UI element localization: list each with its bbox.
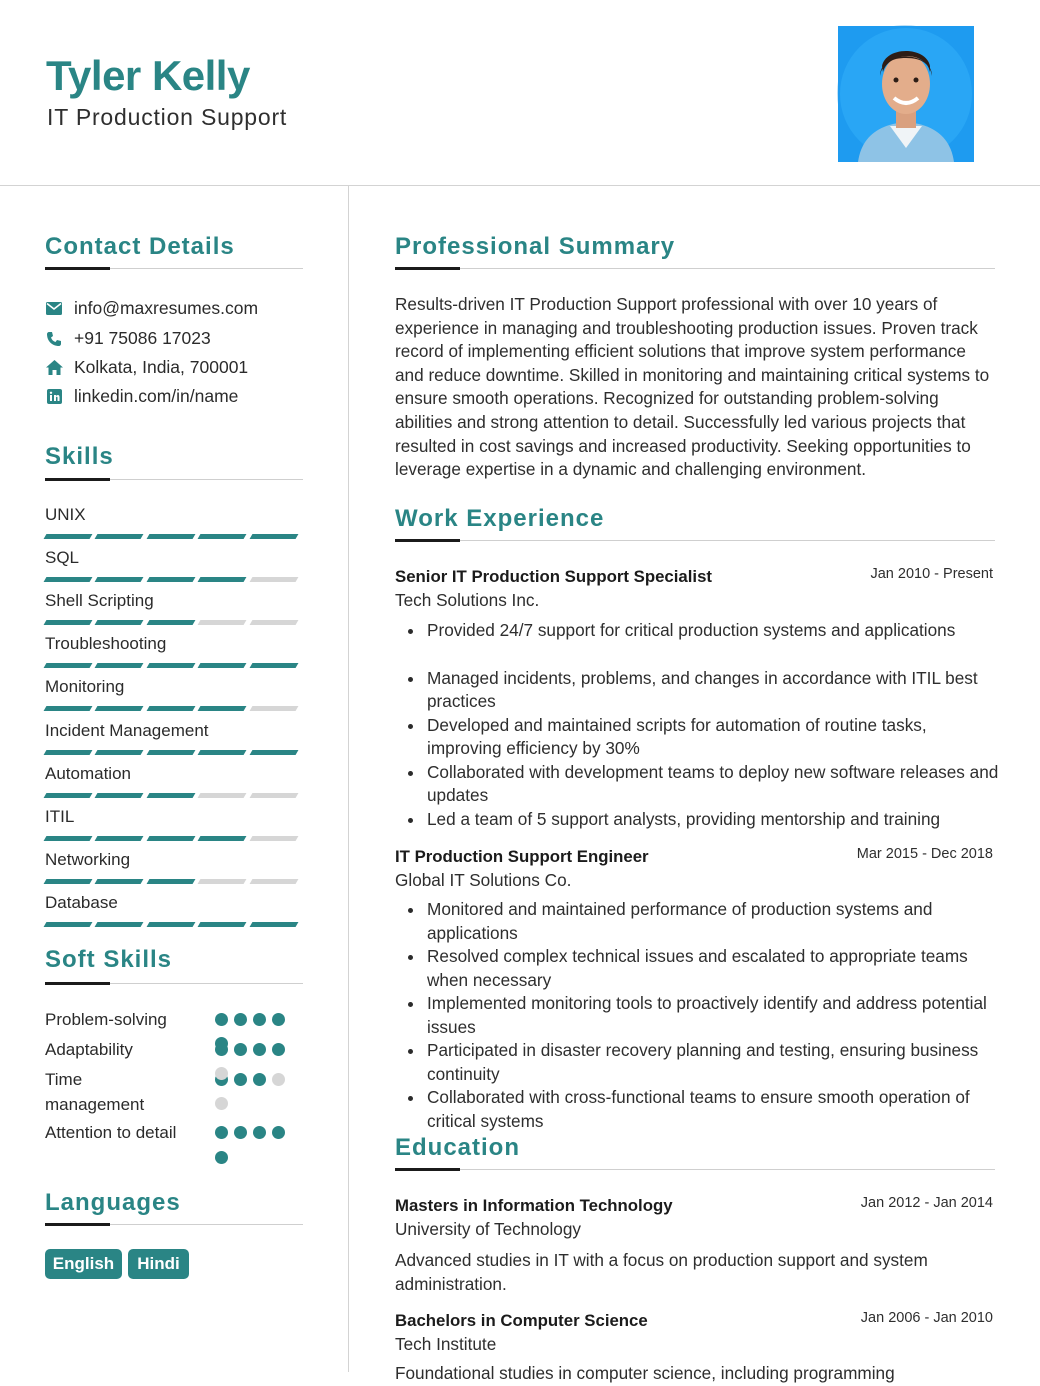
- contact-email-text: info@maxresumes.com: [74, 298, 259, 318]
- skill-level-segment: [95, 793, 144, 798]
- contact-phone[interactable]: [45, 328, 211, 349]
- languages-section-rule: [45, 1224, 303, 1225]
- skill-level-segment: [44, 879, 93, 884]
- contact-linkedin[interactable]: [45, 386, 238, 407]
- skill-level-segment: [146, 663, 195, 668]
- skill-level-segment: [95, 706, 144, 711]
- rating-dot: [253, 1013, 266, 1026]
- skill-level-segment: [198, 706, 247, 711]
- skill-level-segment: [249, 706, 298, 711]
- rating-dot: [253, 1126, 266, 1139]
- skill-level-segment: [146, 750, 195, 755]
- skill-level-segment: [198, 663, 247, 668]
- edu-school: University of Technology: [395, 1219, 581, 1239]
- skill-level-segment: [198, 750, 247, 755]
- skill-level-segment: [95, 879, 144, 884]
- skill-level-segment: [95, 577, 144, 582]
- skill-level-segment: [44, 750, 93, 755]
- skill-level-bar: [45, 879, 302, 884]
- phone-icon: [45, 330, 63, 348]
- rating-dot: [272, 1013, 285, 1026]
- skill-level-segment: [146, 879, 195, 884]
- skill-label: Monitoring: [45, 677, 125, 697]
- skill-level-segment: [146, 620, 195, 625]
- job-bullet: Provided 24/7 support for critical production systems and applications: [427, 619, 999, 643]
- job-bullet: Implemented monitoring tools to proactively identify and address potential issues: [427, 992, 999, 1039]
- skill-level-segment: [249, 663, 298, 668]
- skill-level-bar: [45, 922, 302, 927]
- rating-dot: [253, 1073, 266, 1086]
- soft-skills-section-title: Soft Skills: [45, 946, 173, 973]
- rating-dot: [215, 1067, 228, 1080]
- contact-section-rule: [45, 268, 303, 269]
- skill-label: Database: [45, 892, 118, 912]
- job-title: Senior IT Production Support Specialist: [395, 567, 713, 586]
- skill-level-segment: [44, 577, 93, 582]
- column-divider: [348, 186, 349, 1372]
- skill-level-segment: [95, 663, 144, 668]
- soft-skill-label-text: Attention to detail: [45, 1123, 177, 1142]
- skill-label: Automation: [45, 763, 131, 783]
- skill-level-segment: [146, 577, 195, 582]
- job-bullets: [427, 898, 999, 1133]
- skill-level-segment: [95, 750, 144, 755]
- skill-level-segment: [198, 620, 247, 625]
- candidate-name: Tyler Kelly: [46, 52, 250, 99]
- rating-dot: [272, 1043, 285, 1056]
- skill-level-segment: [95, 836, 144, 841]
- experience-section-title: Work Experience: [395, 505, 605, 532]
- rating-dot: [215, 1126, 228, 1139]
- soft-skill-label: [45, 1067, 185, 1117]
- skill-label: Networking: [45, 849, 131, 869]
- skill-level-bar: [45, 836, 302, 841]
- skill-level-segment: [44, 620, 93, 625]
- rating-dot: [215, 1097, 228, 1110]
- contact-section-title: Contact Details: [45, 233, 235, 260]
- summary-section-rule: [395, 268, 995, 269]
- skill-level-bar: [45, 620, 302, 625]
- skill-level-segment: [249, 793, 298, 798]
- job-bullet: Managed incidents, problems, and changes in accordance with ITIL best practices: [427, 667, 999, 714]
- skill-level-segment: [44, 663, 93, 668]
- experience-section-rule: [395, 540, 995, 541]
- skill-level-segment: [95, 620, 144, 625]
- soft-skill-label: Problem-solving: [45, 1010, 167, 1029]
- skill-label: Troubleshooting: [45, 634, 167, 654]
- skill-level-segment: [146, 836, 195, 841]
- summary-text: Results-driven IT Production Support professional with over 10 years of experience in managing and troubleshooting production issues. Proven track record of implementing efficient solutions that improve system performance and reduce downtime. Skilled in monitoring and maintaining critical systems to ensure smooth operations. Recognized for outstanding problem-solving abilities and strong attention to detail. Successfully led various projects that resulted in cost savings and increased productivity. Seeking opportunities to leverage expertise in a dynamic and challenging environment.: [395, 294, 990, 480]
- contact-email[interactable]: [45, 298, 258, 319]
- skill-label: SQL: [45, 548, 80, 568]
- skill-level-segment: [44, 534, 93, 539]
- edu-degree: Masters in Information Technology: [395, 1196, 673, 1215]
- skill-level-segment: [44, 706, 93, 711]
- job-bullet: Monitored and maintained performance of production systems and applications: [427, 898, 999, 945]
- soft-skill-label-text: Time management: [45, 1070, 145, 1114]
- skill-level-bar: [45, 750, 302, 755]
- skill-level-bar: [45, 663, 302, 668]
- skill-label: Incident Management: [45, 720, 209, 740]
- person-portrait-icon: [838, 26, 974, 162]
- rating-dot: [253, 1043, 266, 1056]
- linkedin-icon: [45, 388, 63, 406]
- skill-level-segment: [198, 836, 247, 841]
- skill-level-segment: [44, 922, 93, 927]
- skill-label: Shell Scripting: [45, 591, 154, 611]
- skill-level-segment: [249, 922, 298, 927]
- job-bullet: Collaborated with development teams to deploy new software releases and updates: [427, 761, 999, 808]
- skill-level-segment: [44, 793, 93, 798]
- skills-section-title: Skills: [45, 443, 114, 470]
- edu-description: Advanced studies in IT with a focus on production support and system administration.: [395, 1250, 928, 1294]
- education-section-title: Education: [395, 1134, 521, 1161]
- job-bullet: Collaborated with cross-functional teams to ensure smooth operation of critical systems: [427, 1086, 999, 1133]
- skill-level-bar: [45, 577, 302, 582]
- job-bullet: Resolved complex technical issues and escalated to appropriate teams when necessary: [427, 945, 999, 992]
- rating-dot: [215, 1151, 228, 1164]
- language-badge: Hindi: [128, 1249, 189, 1279]
- skill-level-segment: [198, 534, 247, 539]
- skill-level-segment: [249, 750, 298, 755]
- rating-dot: [215, 1037, 228, 1050]
- job-bullet: Participated in disaster recovery planning and testing, ensuring business continuity: [427, 1039, 999, 1086]
- skill-level-bar: [45, 706, 302, 711]
- rating-dot: [272, 1126, 285, 1139]
- rating-dot: [234, 1013, 247, 1026]
- contact-location-text: Kolkata, India, 700001: [74, 357, 249, 377]
- job-title: IT Production Support Engineer: [395, 847, 649, 866]
- language-badge: English: [45, 1249, 122, 1279]
- skills-section-rule: [45, 479, 303, 480]
- job-company: Tech Solutions Inc.: [395, 590, 540, 610]
- skill-level-segment: [249, 879, 298, 884]
- skill-level-segment: [146, 922, 195, 927]
- soft-skill-label: [45, 1120, 185, 1145]
- edu-date: Jan 2006 - Jan 2010: [860, 1310, 993, 1326]
- soft-skill-label: Adaptability: [45, 1040, 133, 1059]
- skill-level-segment: [146, 706, 195, 711]
- skill-level-segment: [249, 534, 298, 539]
- edu-school: Tech Institute: [395, 1334, 497, 1354]
- profile-photo: [837, 25, 973, 161]
- job-bullet: Developed and maintained scripts for automation of routine tasks, improving efficiency by 30%: [427, 714, 999, 761]
- skill-level-segment: [249, 577, 298, 582]
- job-company: Global IT Solutions Co.: [395, 870, 572, 890]
- edu-degree: Bachelors in Computer Science: [395, 1311, 648, 1330]
- skill-level-bar: [45, 534, 302, 539]
- job-bullets: [427, 619, 999, 831]
- home-icon: [45, 359, 63, 377]
- soft-skills-section-rule: [45, 983, 303, 984]
- summary-section-title: Professional Summary: [395, 233, 676, 260]
- rating-dot: [234, 1073, 247, 1086]
- contact-location: [45, 357, 248, 378]
- skill-level-segment: [198, 793, 247, 798]
- skill-level-segment: [249, 836, 298, 841]
- skill-label: UNIX: [45, 505, 86, 524]
- job-date: Mar 2015 - Dec 2018: [856, 846, 993, 862]
- rating-dot: [272, 1073, 285, 1086]
- skill-level-segment: [95, 922, 144, 927]
- contact-linkedin-text: linkedin.com/in/name: [74, 386, 239, 406]
- rating-dot: [234, 1126, 247, 1139]
- contact-phone-text: +91 75086 17023: [74, 328, 211, 348]
- skill-level-segment: [249, 620, 298, 625]
- skill-level-segment: [198, 577, 247, 582]
- job-date: Jan 2010 - Present: [870, 566, 993, 582]
- edu-date: Jan 2012 - Jan 2014: [860, 1195, 993, 1211]
- job-bullet: Led a team of 5 support analysts, providing mentorship and training: [427, 808, 999, 832]
- rating-dot: [215, 1013, 228, 1026]
- rating-dot: [234, 1043, 247, 1056]
- skill-level-segment: [198, 922, 247, 927]
- skill-level-segment: [44, 836, 93, 841]
- edu-description: Foundational studies in computer science, including programming: [395, 1363, 895, 1383]
- skill-level-bar: [45, 793, 302, 798]
- skill-label: ITIL: [45, 806, 75, 826]
- resume-header: [0, 0, 1040, 186]
- education-section-rule: [395, 1169, 995, 1170]
- envelope-icon: [45, 300, 63, 318]
- candidate-role: IT Production Support: [47, 104, 288, 130]
- skill-level-segment: [146, 793, 195, 798]
- skill-level-segment: [146, 534, 195, 539]
- skill-level-segment: [198, 879, 247, 884]
- skill-level-segment: [95, 534, 144, 539]
- languages-section-title: Languages: [45, 1189, 181, 1216]
